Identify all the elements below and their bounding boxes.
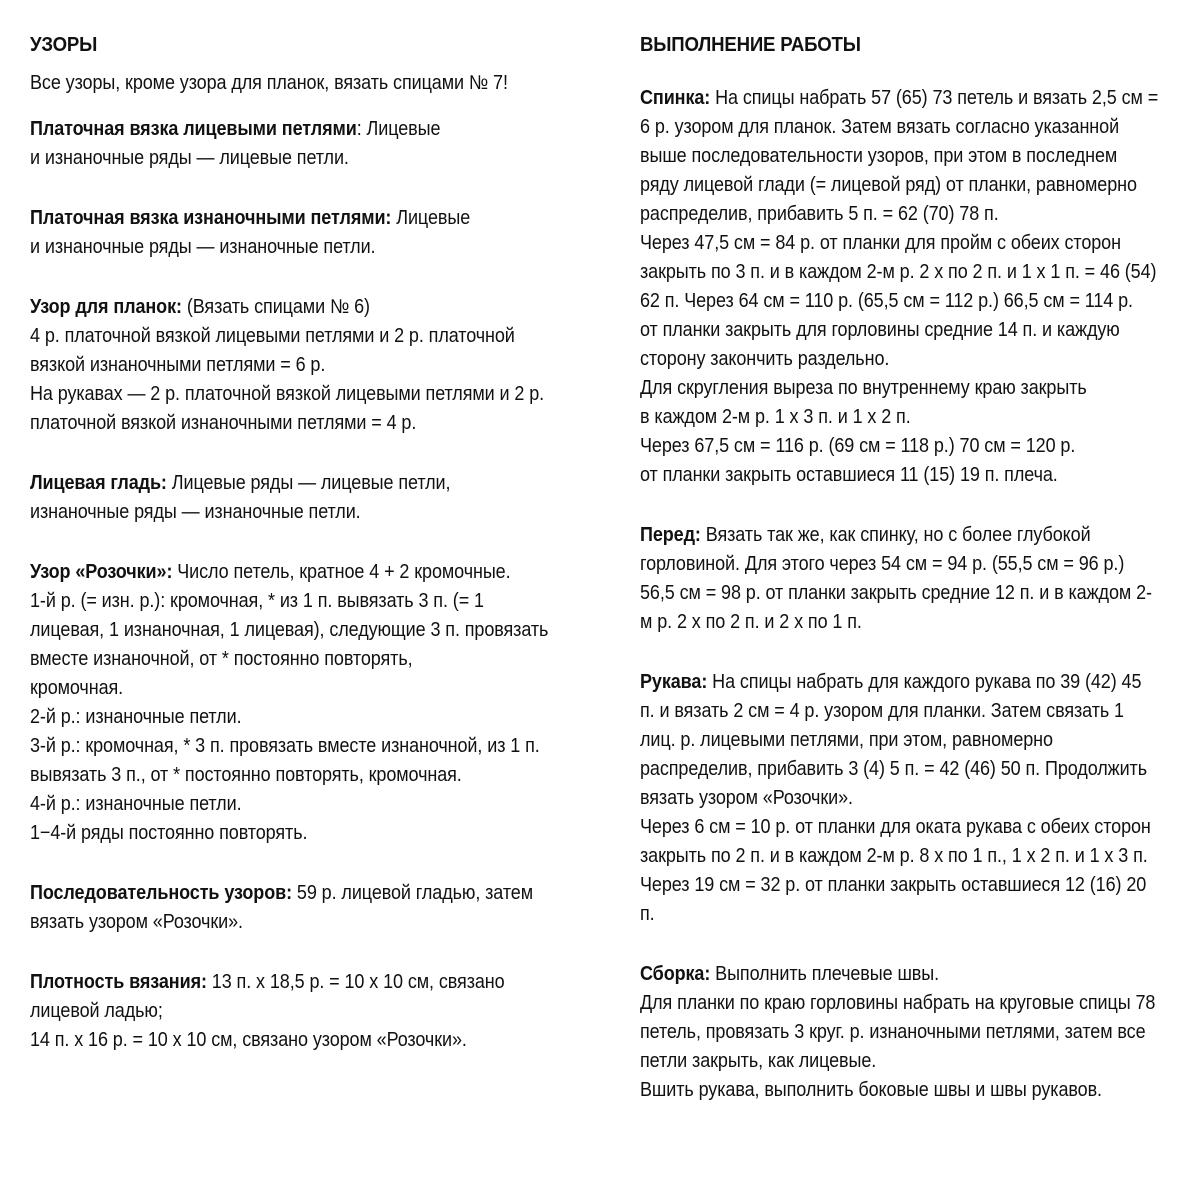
text-line: сторону закончить раздельно. — [640, 348, 890, 370]
text-line: петель, провязать 3 круг. р. изнаночными петлями, затем все — [640, 1021, 1146, 1043]
text-line: вместе изнаночной, от * постоянно повторять, — [30, 648, 413, 670]
section-first-line — [30, 469, 534, 498]
text-line: Через 67,5 см = 116 р. (69 см = 118 р.) 70 см = 120 р. — [640, 435, 1076, 457]
text-line: 6 р. узором для планок. Затем вязать согласно указанной — [640, 116, 1120, 138]
text-line: от планки закрыть оставшиеся 11 (15) 19 п. плеча. — [640, 464, 1058, 486]
text-line: На рукавах — 2 р. платочной вязкой лицевыми петлями и 2 р. — [30, 383, 545, 405]
section-lead: Вязать так же, как спинку, но с более глубокой — [700, 524, 1091, 546]
text-line: 4-й р.: изнаночные петли. — [30, 793, 242, 815]
section-label: Узор «Розочки»: — [30, 561, 173, 583]
section-first-line — [30, 558, 534, 587]
section-label: Перед: — [640, 524, 701, 546]
section-garter-purl — [30, 204, 590, 262]
section-label: Плотность вязания: — [30, 971, 207, 993]
text-line: горловиной. Для этого через 54 см = 94 р. (55,5 см = 96 р.) — [640, 553, 1125, 575]
section-label: Лицевая гладь: — [30, 472, 167, 494]
section-first-line — [30, 293, 534, 322]
section-label: Сборка: — [640, 963, 711, 985]
section-lead: На спицы набрать 57 (65) 73 петель и вязать 2,5 см = — [710, 87, 1159, 109]
text-line: от планки закрыть для горловины средние 14 п. и каждую — [640, 319, 1120, 341]
text-line: закрыть по 3 п. и в каждом 2-м р. 2 х по 2 п. и 1 х 1 п. = 46 (54) — [640, 261, 1157, 283]
section-label: Спинка: — [640, 87, 711, 109]
text-line: вязкой изнаночными петлями = 6 р. — [30, 354, 326, 376]
text-line: п. и вязать 2 см = 4 р. узором для планки. Затем связать 1 — [640, 700, 1124, 722]
text-line: ряду лицевой глади (= лицевой ряд) от планки, равномерно — [640, 174, 1137, 196]
text-line: петли закрыть, как лицевые. — [640, 1050, 877, 1072]
text-line: закрыть по 2 п. и в каждом 2-м р. 8 х по 1 п., 1 х 2 п. и 1 х 3 п. — [640, 845, 1148, 867]
text-line: выше последовательности узоров, при этом в последнем — [640, 145, 1118, 167]
text-line: кромочная. — [30, 677, 124, 699]
text-line: вывязать 3 п., от * постоянно повторять, кромочная. — [30, 764, 462, 786]
section-first-line — [640, 84, 1159, 113]
section-first-line — [640, 668, 1142, 697]
section-label: Последовательность узоров: — [30, 882, 293, 904]
section-gauge — [30, 968, 590, 1055]
text-line: лицевая, 1 изнаночная, 1 лицевая), следующие 3 п. провязать — [30, 619, 549, 641]
section-pattern-sequence — [30, 879, 590, 937]
text-line: распределив, прибавить 3 (4) 5 п. = 42 (46) 50 п. Продолжить — [640, 758, 1147, 780]
section-label: Рукава: — [640, 671, 708, 693]
section-sleeves — [640, 668, 1180, 929]
text-line: 14 п. x 16 р. = 10 x 10 см, связано узором «Розочки». — [30, 1029, 467, 1051]
section-lead: Выполнить плечевые швы. — [710, 963, 940, 985]
section-lead: На спицы набрать для каждого рукава по 39 (42) 45 — [707, 671, 1142, 693]
text-line: п. — [640, 903, 655, 925]
patterns-heading: УЗОРЫ — [30, 34, 98, 56]
text-line: Через 19 см = 32 р. от планки закрыть оставшиеся 12 (16) 20 — [640, 874, 1147, 896]
text-line: м р. 2 х по 2 п. и 2 х по 1 п. — [640, 611, 862, 633]
section-lead: : Лицевые — [356, 118, 441, 140]
text-line: вязать узором «Розочки». — [640, 787, 853, 809]
section-assembly — [640, 960, 1180, 1105]
text-line: 1−4-й ряды постоянно повторять. — [30, 822, 308, 844]
section-first-line — [30, 968, 534, 997]
section-lead: (Вязать спицами № 6) — [181, 296, 370, 318]
text-line: и изнаночные ряды — лицевые петли. — [30, 147, 349, 169]
section-rosettes-pattern — [30, 558, 590, 848]
text-line: изнаночные ряды — изнаночные петли. — [30, 501, 361, 523]
section-first-line — [30, 879, 534, 908]
text-line: 3-й р.: кромочная, * 3 п. провязать вместе изнаночной, из 1 п. — [30, 735, 540, 757]
text-line: и изнаночные ряды — изнаночные петли. — [30, 236, 376, 258]
text-line: 4 р. платочной вязкой лицевыми петлями и 2 р. платочной — [30, 325, 515, 347]
section-stockinette — [30, 469, 590, 527]
section-label: Узор для планок: — [30, 296, 182, 318]
text-line: Через 47,5 см = 84 р. от планки для пройм с обеих сторон — [640, 232, 1121, 254]
section-lead: 59 р. лицевой гладью, затем — [292, 882, 534, 904]
text-line: 2-й р.: изнаночные петли. — [30, 706, 242, 728]
left-column-patterns — [30, 30, 590, 1055]
section-band-pattern — [30, 293, 590, 438]
text-line: 1-й р. (= изн. р.): кромочная, * из 1 п. вывязать 3 п. (= 1 — [30, 590, 484, 612]
text-line: вязать узором «Розочки». — [30, 911, 243, 933]
section-lead: 13 п. x 18,5 р. = 10 x 10 см, связано — [206, 971, 505, 993]
section-first-line — [640, 960, 1126, 989]
section-lead: Лицевые ряды — лицевые петли, — [166, 472, 451, 494]
section-first-line — [30, 115, 534, 144]
section-first-line — [30, 204, 534, 233]
section-label: Платочная вязка изнаночными петлями: — [30, 207, 392, 229]
text-line: Для скругления выреза по внутреннему краю закрыть — [640, 377, 1087, 399]
text-line: лицевой ладью; — [30, 1000, 163, 1022]
text-line: 62 п. Через 64 см = 110 р. (65,5 см = 112 р.) 66,5 см = 114 р. — [640, 290, 1133, 312]
text-line: в каждом 2-м р. 1 х 3 п. и 1 х 2 п. — [640, 406, 911, 428]
section-lead: Число петель, кратное 4 + 2 кромочные. — [172, 561, 511, 583]
text-line: распределив, прибавить 5 п. = 62 (70) 78 п. — [640, 203, 999, 225]
right-column-instructions — [640, 30, 1180, 1105]
text-line: Для планки по краю горловины набрать на круговые спицы 78 — [640, 992, 1156, 1014]
section-lead: Лицевые — [391, 207, 471, 229]
section-front — [640, 521, 1180, 637]
section-first-line — [640, 521, 1126, 550]
section-back — [640, 84, 1180, 490]
instructions-heading: ВЫПОЛНЕНИЕ РАБОТЫ — [640, 34, 861, 56]
section-label: Платочная вязка лицевыми петлями — [30, 118, 357, 140]
text-line: Вшить рукава, выполнить боковые швы и швы рукавов. — [640, 1079, 1102, 1101]
text-line: платочной вязкой изнаночными петлями = 4 р. — [30, 412, 417, 434]
text-line: Через 6 см = 10 р. от планки для оката рукава с обеих сторон — [640, 816, 1151, 838]
text-line: лиц. р. лицевыми петлями, при этом, равномерно — [640, 729, 1053, 751]
text-line: 56,5 см = 98 р. от планки закрыть средние 12 п. и в каждом 2- — [640, 582, 1152, 604]
intro-text: Все узоры, кроме узора для планок, вязать спицами № 7! — [30, 72, 508, 94]
section-garter-knit — [30, 115, 590, 173]
